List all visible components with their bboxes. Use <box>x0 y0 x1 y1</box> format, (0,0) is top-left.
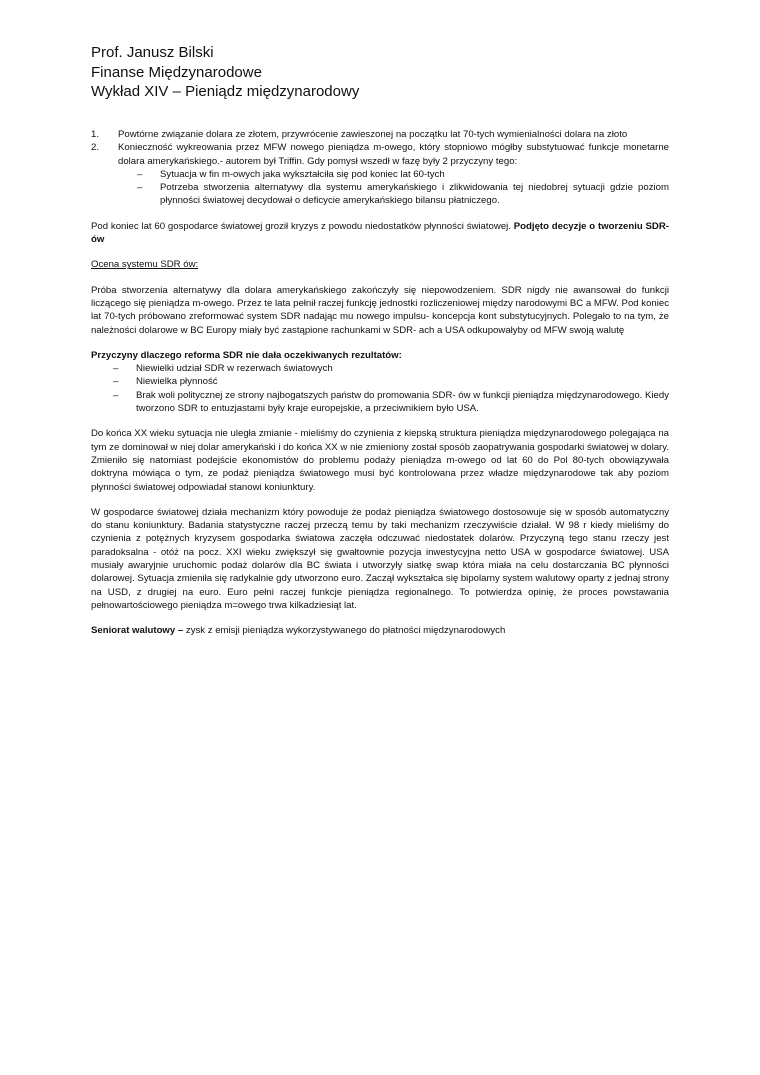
list-item-text: Potrzeba stworzenia alternatywy dla systemu amerykańskiego i zlikwidowania tej niedobrej sytuacji gdzie poziom płynności światowej decydował o deficycie amerykańskiego bilansu płatniczego. <box>160 182 669 207</box>
seigniorage-text: zysk z emisji pieniądza wykorzystywanego do płatności międzynarodowych <box>183 625 506 637</box>
list-item-text: Niewielki udział SDR w rezerwach światowych <box>136 363 333 375</box>
sdr-paragraph: Próba stworzenia alternatywy dla dolara amerykańskiego zakończyły się niepowodzeniem. SDR nigdy nie awansował do funkcji liczącego się pieniądza m-owego. Przez te lata pełnił raczej funkcję jednostki rozliczeniowej między narodowymi BC a MFW. Pod koniec lat 70-tych próbowano zreformować system SDR nadając mu nowego impulsu- koncepcja kont substytucyjnych. Polegało to na tym, że należności dolarowe w BC Europy miały być zastąpione rachunkami w SDR- ach a USA odkupowałyby od MFW swoją walutę <box>91 284 670 336</box>
list-item-text: Niewielka płynność <box>136 376 218 388</box>
dash-bullet: – <box>137 168 143 180</box>
list-item-text: Brak woli politycznej ze strony najbogatszych państw do promowania SDR- ów w funkcji pieniądza międzynarodowego. Kiedy tworzono SDR to entuzjastami były kraje europejskie, a przeciwnikiem było USA. <box>136 389 669 415</box>
intro-sub-list <box>115 168 669 208</box>
crisis-decision: Podjęto decyzje o tworzeniu SDR- ów <box>91 220 669 246</box>
reasons-list <box>91 362 669 415</box>
course-title: Finanse Międzynarodowe <box>91 63 262 81</box>
dash-bullet: – <box>137 182 143 194</box>
paragraph-mechanism: W gospodarce światowej działa mechanizm który powoduje że podaż pieniądza światowego dostosowuje się w sposób automatyczny do stanu koniunktury. Badania statystyczne raczej przeczą temu by taki mechanizm rzeczywiście działał. W 98 r kiedy mieliśmy do czynienia z potężnych kryzysem gospodarka światowa zaczęła odczuwać niedostatek dolarów. Przyczyną tego stanu rzeczy jest paradoksalna - otóż na pocz. XXI wieku zwiększył się gwałtownie pozycja inwestycyjna netto USA w gospodarce światowej. USA musiały awaryjnie uruchomic podaż dolarów dla BC świata i utworzyły siatkę swap która miała na celu dostarczania BC płynności dolarowej. Sytuacja zmieniła się radykalnie gdy utworzono euro. Zaczął wykształca się bipolarny system walutowy oparty z jednaj strony na USD, z drugiej na euro. Euro pełni raczej funkcje pieniądza regionalnego. To potwierdza opinię, że proces powstawania pełnowartościowego pieniądza m=owego trwa kilkadziesiąt lat. <box>91 506 669 611</box>
list-item-text: Powtórne związanie dolara ze złotem, przywrócenie zawieszonej na początku lat 70-tych wymienialności dolara na złoto <box>118 129 628 140</box>
reasons-heading-text: Przyczyny dlaczego reforma SDR nie dała oczekiwanych rezultatów: <box>91 349 402 361</box>
list-item <box>91 141 669 168</box>
list-number: 2. <box>91 142 100 154</box>
list-item <box>115 181 669 208</box>
reasons-heading <box>91 349 669 362</box>
author-name: Prof. Janusz Bilski <box>91 44 214 61</box>
seigniorage-definition <box>91 624 669 637</box>
list-item <box>91 389 669 416</box>
document-header <box>91 43 651 102</box>
dash-bullet: – <box>113 363 119 375</box>
intro-numbered-list <box>91 128 669 168</box>
crisis-paragraph <box>91 220 669 247</box>
lecture-title: Wykład XIV – Pieniądz międzynarodowy <box>91 83 360 100</box>
list-item <box>91 375 669 388</box>
document-body <box>91 128 669 638</box>
seigniorage-term: Seniorat walutowy – <box>91 625 184 637</box>
list-item-text: Konieczność wykreowania przez MFW nowego pieniądza m-owego, który stopniowo mógłby substytuować funkcje monetarne dolara amerykańskiego.- autorem był Triffin. Gdy pomysł wszedł w fazę były 2 przyczyny tego: <box>118 142 669 167</box>
paragraph-xx-century: Do końca XX wieku sytuacja nie uległa zmianie - mieliśmy do czynienia z kiepską struktura pieniądza międzynarodowego polegająca na tym ze dominował w niej dolar amerykański i do końca XX w nie zmieniony został sposób zaopatrywania gospodarki światowej w dolary. Zmieniło się natomiast podejście ekonomistów do problemu podaży pieniądza m-owego od lat 60 do Pol 80-tych obowiązywała doktryna mówiąca o tym, ze podaż pieniądza światowego musi być kontrolowana przez władze międzynarodowe tak aby poziom płynności światowej odpowiadał stanowi koniunktury. <box>91 428 669 493</box>
list-item-text: Sytuacja w fin m-owych jaka wykształciła się pod koniec lat 60-tych <box>160 168 445 180</box>
list-item <box>91 128 669 141</box>
list-number: 1. <box>91 129 100 140</box>
list-item <box>115 168 669 181</box>
crisis-text: Pod koniec lat 60 gospodarce światowej groził kryzys z powodu niedostatków płynności światowej. <box>91 220 514 232</box>
list-item <box>91 362 669 375</box>
dash-bullet: – <box>113 376 119 388</box>
dash-bullet: – <box>113 389 119 401</box>
sdr-heading: Ocena systemu SDR ów: <box>91 259 199 271</box>
